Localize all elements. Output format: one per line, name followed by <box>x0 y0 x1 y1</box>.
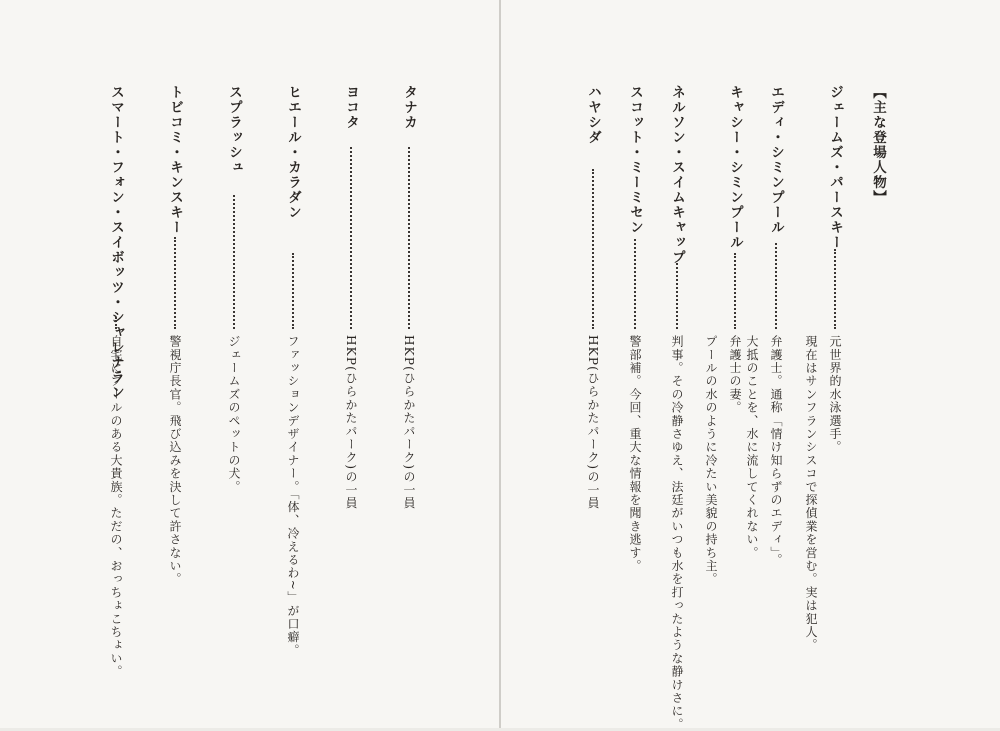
character-description: 弁護士の妻。 プールの水のように冷たい美貌の持ち主。 <box>704 335 742 586</box>
leader-dots <box>734 253 736 329</box>
leader-dots <box>174 237 176 329</box>
character-description: ジェームズのペットの犬。 <box>227 335 241 494</box>
character-description: HKP(ひらかたパーク)の一員 <box>402 335 416 510</box>
character-name: キャシー・シミンプール <box>727 85 743 250</box>
leader-dots <box>775 243 777 329</box>
character-name: スマート・フォン・スイボッツ・シャレナラン <box>108 85 124 400</box>
character-name: ジェームズ・パースキー <box>827 85 843 250</box>
right-page <box>501 0 1000 731</box>
character-description: 警視庁長官。飛び込みを決して許さない。 <box>168 335 182 586</box>
leader-dots <box>834 249 836 329</box>
character-name: スコット・ミーミセン <box>627 85 643 235</box>
character-description: 弁護士。通称「情け知らずのエディ」。 大抵のことを、水に流してくれない。 <box>745 335 783 567</box>
character-name: ハヤシダ <box>585 85 601 145</box>
leader-dots <box>408 147 410 329</box>
leader-dots <box>634 239 636 329</box>
leader-dots <box>350 147 352 329</box>
left-page <box>0 0 499 728</box>
character-name: エディ・シミンプール <box>768 85 784 235</box>
character-description: HKP(ひらかたパーク)の一員 <box>344 335 358 510</box>
character-description: 自宅にプールのある大貴族。ただの、おっちょこちょい。 <box>109 335 123 679</box>
character-description: 元世界的水泳選手。 現在はサンフランシスコで探偵業を営む。実は犯人。 <box>804 335 842 652</box>
character-name: ネルソン・スイムキャップ <box>669 85 685 265</box>
character-description: 判事。その冷静さゆえ、法廷がいつも水を打ったような静けさに。 <box>670 335 684 731</box>
character-name: ヒエール・カラダン <box>285 85 301 220</box>
character-description: ファッションデザイナー。「体、冷えるわ~」が口癖。 <box>286 335 300 658</box>
character-description: HKP(ひらかたパーク)の一員 <box>586 335 600 510</box>
character-name: スプラッシュ <box>226 85 242 175</box>
character-name: トビコミ・キンスキー <box>167 85 183 235</box>
leader-dots <box>676 263 678 329</box>
character-name: ヨコタ <box>343 85 359 130</box>
leader-dots <box>115 317 117 329</box>
leader-dots <box>592 169 594 329</box>
leader-dots <box>233 195 235 329</box>
character-description: 警部補。今回、重大な情報を聞き逃す。 <box>628 335 642 573</box>
leader-dots <box>292 253 294 329</box>
character-name: タナカ <box>401 85 417 130</box>
section-heading: 【主な登場人物】 <box>870 85 886 205</box>
